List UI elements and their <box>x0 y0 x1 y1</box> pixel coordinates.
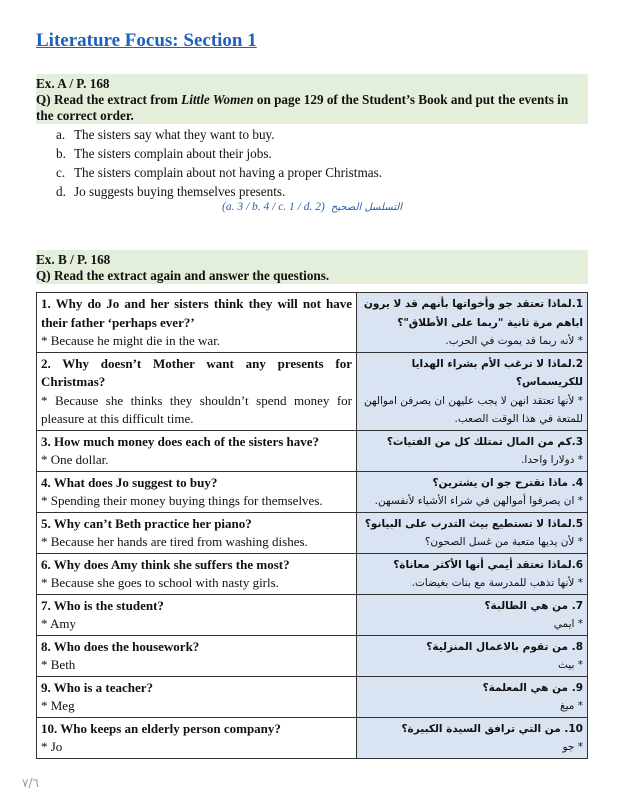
answer-text-arabic: * ايمي <box>553 618 583 630</box>
exercise-a-header <box>36 74 588 124</box>
arabic-cell <box>357 293 588 353</box>
question-text: 8. Who does the housework? <box>41 638 200 654</box>
arabic-cell <box>357 471 588 512</box>
list-item <box>56 144 382 163</box>
list-item-text: The sisters complain about not having a proper Christmas. <box>74 165 383 180</box>
english-cell <box>37 471 357 512</box>
answer-sequence: (a. 3 / b. 4 / c. 1 / d. 2) <box>221 201 325 213</box>
question-text-arabic: 10. من التي ترافق السيدة الكبيرة؟ <box>401 722 583 735</box>
answer-label-arabic: التسلسل الصحيح <box>330 202 403 213</box>
answer-text-arabic: * لأن يديها متعبة من غسل الصحون؟ <box>424 536 583 548</box>
table-row <box>37 553 588 594</box>
english-cell <box>37 293 357 353</box>
list-item-letter: b. <box>56 146 66 161</box>
table-row <box>37 293 588 353</box>
list-item <box>56 182 382 201</box>
list-item-text: Jo suggests buying themselves presents. <box>74 184 286 199</box>
list-item-text: The sisters say what they want to buy. <box>74 127 275 142</box>
question-text: 2. Why doesn’t Mother want any presents for Christmas? <box>41 355 352 389</box>
answer-text-arabic: * لأنها تذهب للمدرسة مع بنات بغيضات. <box>411 577 583 589</box>
question-text: 9. Who is a teacher? <box>41 679 154 695</box>
table-row <box>37 635 588 676</box>
arabic-cell <box>357 352 588 430</box>
question-text: 1. Why do Jo and her sisters think they will not have their father ‘perhaps ever?’ <box>41 296 352 330</box>
arabic-cell <box>357 553 588 594</box>
question-text-arabic: 1.لماذا تعتقد جو وأخواتها بأنهم قد لا يرون اباهم مرة ثانية "ربما على الأطلاق"؟ <box>363 298 583 329</box>
answer-text: * Because she thinks they shouldn’t spend money for pleasure at this difficult time. <box>41 392 352 426</box>
question-text-arabic: 8. من تقوم بالاعمال المنزلية؟ <box>426 640 583 653</box>
question-text-arabic: 5.لماذا لا تستطيع بيث التدرب على البيانو؟ <box>364 517 583 530</box>
exercise-a-book-title: Little Women <box>181 92 254 107</box>
table-row <box>37 676 588 717</box>
answer-text: * Beth <box>41 657 76 672</box>
table-row <box>37 430 588 471</box>
answer-text-arabic: * لأنها تعتقد انهن لا يجب عليهن ان يصرفن اموالهن للمتعة في هذا الوقت الصعب. <box>363 394 583 425</box>
exercise-a-question-prefix: Q) Read the extract from <box>36 92 182 107</box>
table-row <box>37 594 588 635</box>
exercise-b-ref: Ex. B / P. 168 <box>36 252 111 267</box>
question-text: 3. How much money does each of the sisters have? <box>41 433 320 449</box>
exercise-b-header <box>36 250 588 284</box>
answer-text: * Because he might die in the war. <box>41 333 221 348</box>
exercise-b-question: Q) Read the extract again and answer the questions. <box>36 268 330 283</box>
question-text-arabic: 4. ماذا تقترح جو ان يشترين؟ <box>432 476 583 489</box>
table-row <box>37 717 588 758</box>
english-cell <box>37 635 357 676</box>
list-item <box>56 125 382 144</box>
answer-text-arabic: * جو <box>562 741 583 753</box>
question-text-arabic: 3.كم من المال تمتلك كل من الفتيات؟ <box>386 435 583 448</box>
arabic-cell <box>357 717 588 758</box>
answer-text: * Because her hands are tired from washing dishes. <box>41 534 308 549</box>
arabic-cell <box>357 676 588 717</box>
question-text: 10. Who keeps an elderly person company? <box>41 720 281 736</box>
question-text-arabic: 2.لماذا لا ترغب الأم بشراء الهدايا للكريسماس؟ <box>411 357 583 388</box>
list-item-text: The sisters complain about their jobs. <box>74 146 272 161</box>
english-cell <box>37 594 357 635</box>
list-item-letter: a. <box>56 127 66 142</box>
page-number: ٧/٦ <box>22 776 39 790</box>
question-text: 5. Why can’t Beth practice her piano? <box>41 515 252 531</box>
question-text-arabic: 9. من هي المعلمة؟ <box>482 681 583 694</box>
table-row <box>37 512 588 553</box>
table-row <box>37 352 588 430</box>
event-list <box>56 125 382 201</box>
english-cell <box>37 430 357 471</box>
list-item-letter: c. <box>56 165 66 180</box>
answer-text-arabic: * لأنه ربما قد يموت في الحرب. <box>445 335 583 347</box>
answer-text: * Amy <box>41 616 77 631</box>
english-cell <box>37 717 357 758</box>
exercise-a-answer <box>0 201 624 213</box>
arabic-cell <box>357 512 588 553</box>
answer-text-arabic: * دولارا واحدا. <box>521 454 583 466</box>
english-cell <box>37 676 357 717</box>
question-text: 7. Who is the student? <box>41 597 164 613</box>
exercise-a-ref: Ex. A / P. 168 <box>36 76 110 91</box>
answer-text: * Meg <box>41 698 75 713</box>
question-text-arabic: 7. من هي الطالبة؟ <box>484 599 583 612</box>
answer-text-arabic: * بيث <box>558 659 583 671</box>
answer-text-arabic: * ميغ <box>560 700 583 712</box>
table-row <box>37 471 588 512</box>
arabic-cell <box>357 594 588 635</box>
english-cell <box>37 352 357 430</box>
question-text: 4. What does Jo suggest to buy? <box>41 474 218 490</box>
answer-text: * Because she goes to school with nasty girls. <box>41 575 279 590</box>
question-text: 6. Why does Amy think she suffers the most? <box>41 556 290 572</box>
english-cell <box>37 512 357 553</box>
answer-text: * Spending their money buying things for themselves. <box>41 493 323 508</box>
answer-text: * One dollar. <box>41 452 109 467</box>
qa-table-body <box>37 293 588 759</box>
list-item-letter: d. <box>56 184 66 199</box>
answer-text: * Jo <box>41 739 63 754</box>
qa-table <box>36 292 588 759</box>
question-text-arabic: 6.لماذا تعتقد أيمي أنها الأكثر معاناة؟ <box>393 558 583 571</box>
page-title: Literature Focus: Section 1 <box>36 30 257 51</box>
arabic-cell <box>357 430 588 471</box>
answer-text-arabic: * ان يصرفوا أموالهن في شراء الأشياء لأنفسهن. <box>374 495 583 507</box>
list-item <box>56 163 382 182</box>
exercise-a-question <box>36 92 588 124</box>
arabic-cell <box>357 635 588 676</box>
exercise-a-question-suffix: on page 129 of the Student’s Book and put the events in the correct order. <box>36 92 569 123</box>
english-cell <box>37 553 357 594</box>
